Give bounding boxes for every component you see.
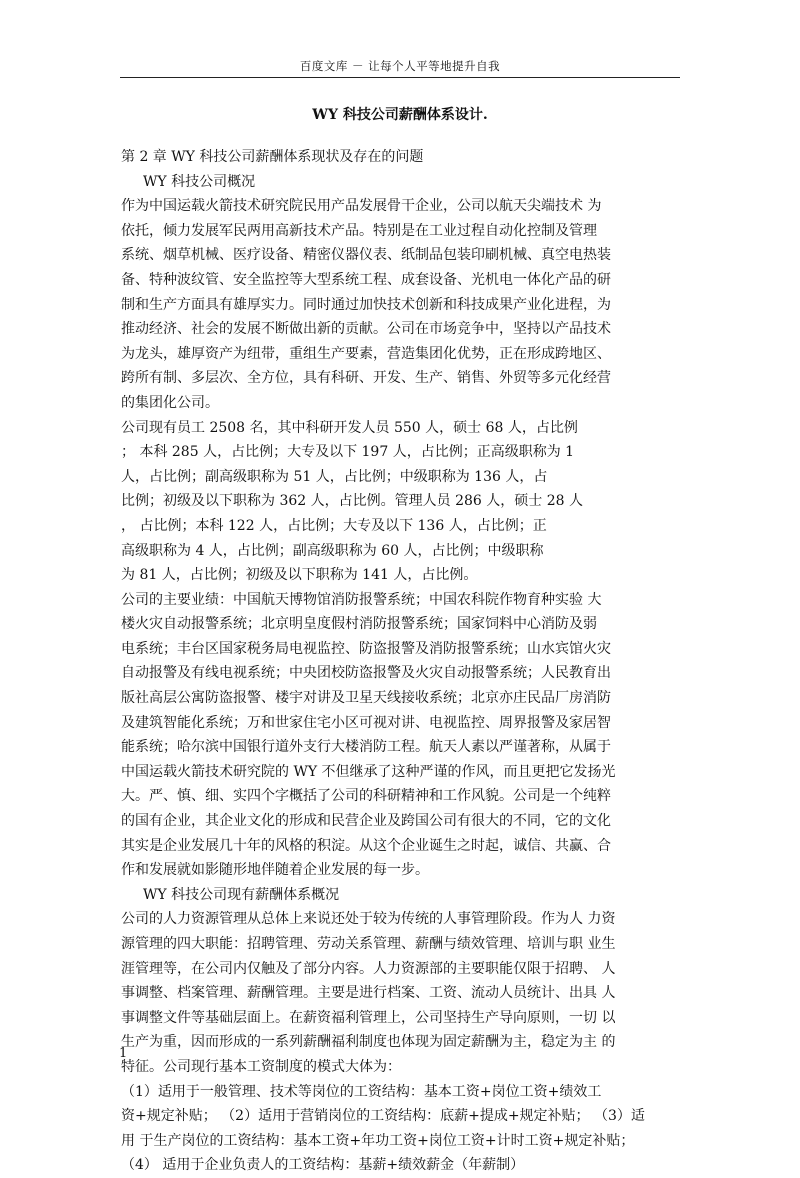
text-line: 的国有企业，其企业文化的形成和民营企业及跨国公司有很大的不同，它的文化 <box>121 813 611 830</box>
text-line: 公司的人力资源管理从总体上来说还处于较为传统的人事管理阶段。作为人 力资 <box>121 911 616 928</box>
text-line: 能系统；哈尔滨中国银行道外支行大楼消防工程。航天人素以严谨著称，从属于 <box>121 739 611 756</box>
text-line: 制和生产方面具有雄厚实力。同时通过加快技术创新和科技成果产业化进程，为 <box>121 296 611 313</box>
text-line: ， 占比例；本科 122 人，占比例；大专及以下 136 人，占比例；正 <box>121 517 547 534</box>
text-line: 特征。公司现行基本工资制度的模式大体为： <box>121 1058 401 1075</box>
text-line: 依托，倾力发展军民两用高新技术产品。特别是在工业过程自动化控制及管理 <box>121 222 597 239</box>
document-title: WY 科技公司薪酬体系设计. <box>312 107 488 123</box>
document-body <box>121 145 643 1178</box>
text-line: 公司的主要业绩：中国航天博物馆消防报警系统；中国农科院作物育种实验 大 <box>121 591 602 608</box>
text-line: （4） 适用于企业负责人的工资结构：基薪+绩效薪金（年薪制） <box>121 1157 525 1174</box>
text-line: 高级职称为 4 人，占比例；副高级职称为 60 人，占比例；中级职称 <box>121 542 544 559</box>
text-line: 人，占比例；副高级职称为 51 人，占比例；中级职称为 136 人，占 <box>121 468 548 485</box>
text-line: 的集团化公司。 <box>121 394 219 411</box>
text-line: 生产为重，因而形成的一系列薪酬福利制度也体现为固定薪酬为主，稳定为主 的 <box>121 1034 616 1051</box>
text-line: 其实是企业发展几十年的风格的积淀。从这个企业诞生之时起，诚信、共赢、合 <box>121 837 611 854</box>
text-line: 作为中国运载火箭技术研究院民用产品发展骨干企业，公司以航天尖端技术 为 <box>121 198 602 215</box>
text-line: ； 本科 285 人，占比例；大专及以下 197 人，占比例；正高级职称为 1 <box>121 444 575 461</box>
text-line: 电系统；丰台区国家税务局电视监控、防盗报警及消防报警系统；山水宾馆火灾 <box>121 640 611 657</box>
text-line: 为 81 人，占比例；初级及以下职称为 141 人，占比例。 <box>121 567 478 584</box>
page-number: 1 <box>119 1046 128 1061</box>
paragraph-main-achievements <box>121 588 643 883</box>
text-line: 推动经济、社会的发展不断做出新的贡献。公司在市场竞争中，坚持以产品技术 <box>121 321 611 338</box>
text-line: 版社高层公寓防盗报警、楼宇对讲及卫星天线接收系统；北京亦庄民品厂房消防 <box>121 690 611 707</box>
text-line: 楼火灾自动报警系统；北京明皇度假村消防报警系统；国家饲料中心消防及弱 <box>121 616 597 633</box>
text-line: 公司现有员工 2508 名，其中科研开发人员 550 人，硕士 68 人，占比例 <box>121 419 578 436</box>
text-line: 涯管理等，在公司内仅触及了部分内容。人力资源部的主要职能仅限于招聘、 人 <box>121 960 616 977</box>
text-line: 系统、烟草机械、医疗设备、精密仪器仪表、纸制品包装印刷机械、真空电热装 <box>121 247 611 264</box>
text-line: 资+规定补贴； （2）适用于营销岗位的工资结构：底薪+提成+规定补贴； （3）适 <box>121 1108 645 1125</box>
text-line: 比例；初级及以下职称为 362 人，占比例。管理人员 286 人，硕士 28 人 <box>121 493 583 510</box>
text-line: 源管理的四大职能：招聘管理、劳动关系管理、薪酬与绩效管理、培训与职 业生 <box>121 936 616 952</box>
text-line: 作和发展就如影随形地伴随着企业发展的每一步。 <box>121 862 429 879</box>
paragraph-hr-management <box>121 907 643 1178</box>
text-line: 中国运载火箭技术研究院的 WY 不但继承了这种严谨的作风，而且更把它发扬光 <box>121 763 616 780</box>
text-line: 事调整、档案管理、薪酬管理。主要是进行档案、工资、流动人员统计、出具 人 <box>121 985 616 1002</box>
section-heading-salary-overview: WY 科技公司现有薪酬体系概况 <box>143 886 340 903</box>
paragraph-company-intro <box>121 194 643 415</box>
section-heading-company-overview: WY 科技公司概况 <box>143 173 256 190</box>
page-header: 百度文库 － 让每个人平等地提升自我 <box>120 58 680 78</box>
chapter-heading: 第 2 章 WY 科技公司薪酬体系现状及存在的问题 <box>121 149 424 165</box>
text-line: 跨所有制、多层次、全方位，具有科研、开发、生产、销售、外贸等多元化经营 <box>121 370 611 387</box>
text-line: （1）适用于一般管理、技术等岗位的工资结构：基本工资+岗位工资+绩效工 <box>121 1083 602 1100</box>
text-line: 用 于生产岗位的工资结构：基本工资+年功工资+岗位工资+计时工资+规定补贴； <box>121 1132 635 1149</box>
text-line: 事调整文件等基础层面上。在薪资福利管理上，公司坚持生产导向原则，一切 以 <box>121 1009 616 1026</box>
text-line: 大。严、慎、细、实四个字概括了公司的科研精神和工作风貌。公司是一个纯粹 <box>121 788 611 805</box>
text-line: 备、特种波纹管、安全监控等大型系统工程、成套设备、光机电一体化产品的研 <box>121 271 611 288</box>
text-line: 及建筑智能化系统；万和世家住宅小区可视对讲、电视监控、周界报警及家居智 <box>121 714 611 731</box>
text-line: 为龙头，雄厚资产为纽带，重组生产要素，营造集团化优势，正在形成跨地区、 <box>121 345 611 362</box>
text-line: 自动报警及有线电视系统；中央团校防盗报警及火灾自动报警系统；人民教育出 <box>121 665 611 682</box>
paragraph-staff-statistics <box>121 416 643 588</box>
